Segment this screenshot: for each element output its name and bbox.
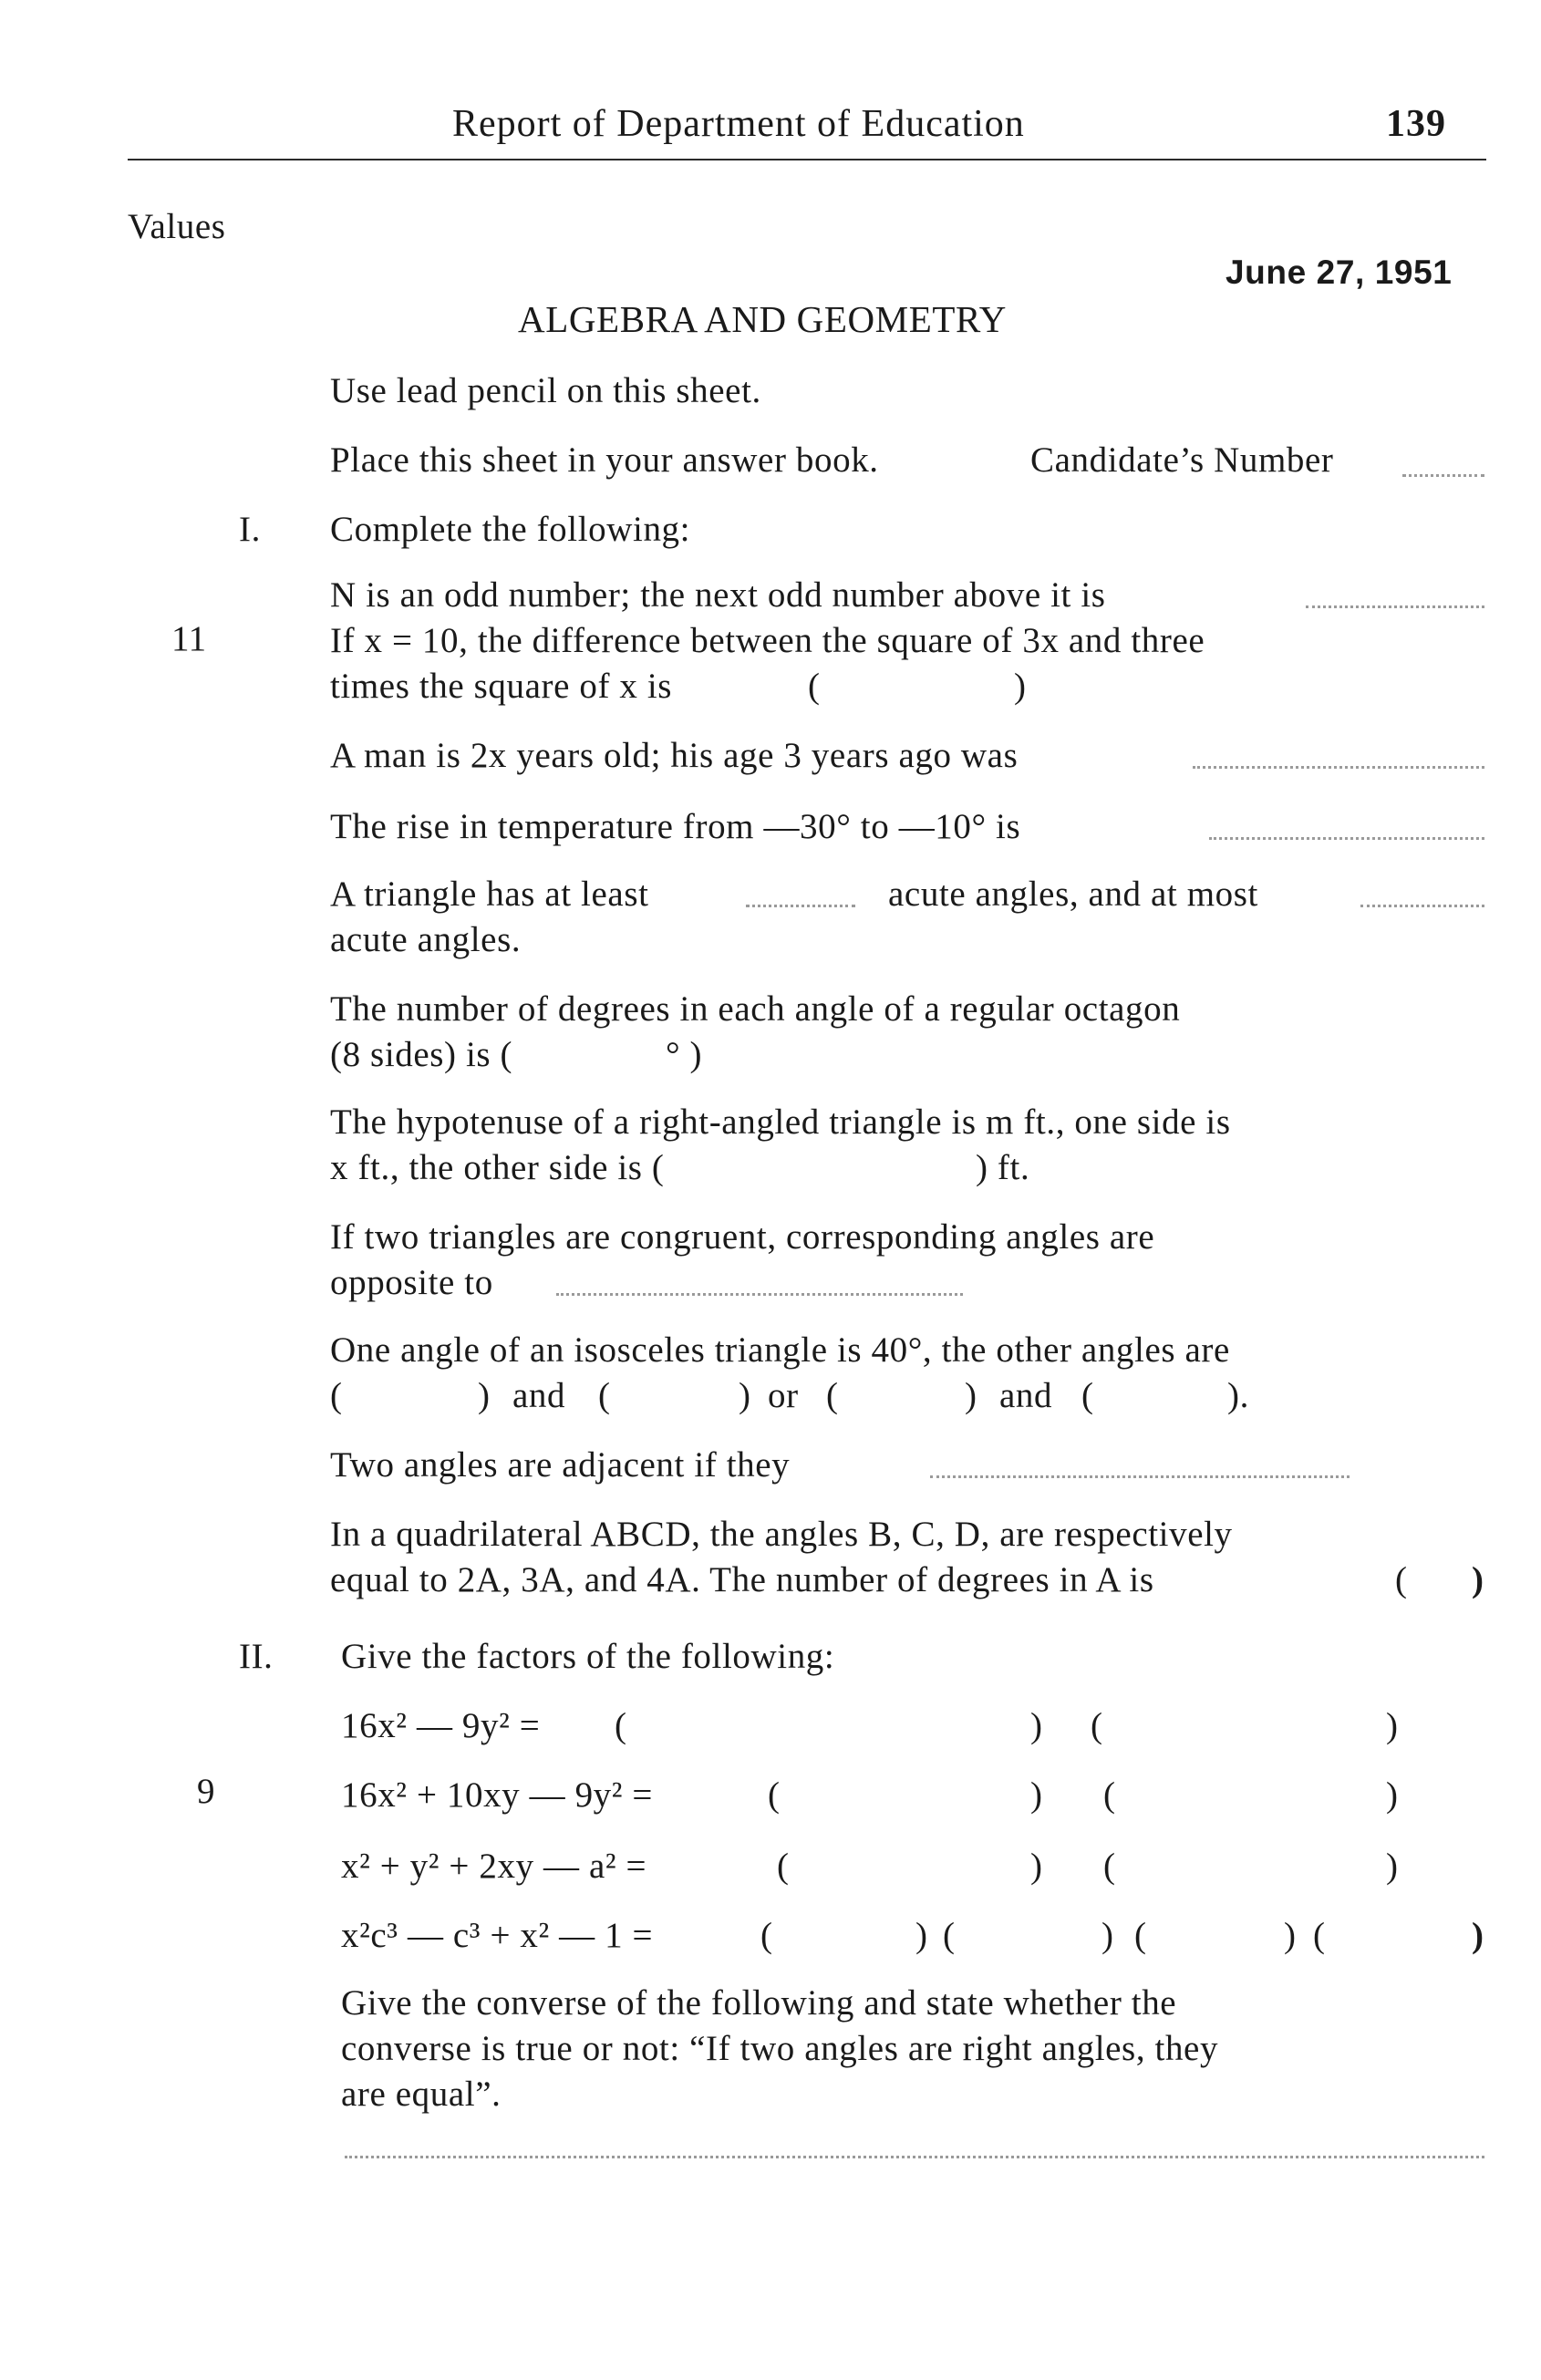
answer-blank-age[interactable] [1193, 766, 1484, 769]
question-hypotenuse-line2-b: ) ft. [976, 1148, 1030, 1187]
instruction-pencil: Use lead pencil on this sheet. [330, 371, 761, 410]
paren-open: ( [1081, 1376, 1094, 1415]
answer-blank-odd-number[interactable] [1306, 605, 1484, 608]
paren-open: ( [330, 1376, 343, 1415]
part1-heading: Complete the following: [330, 510, 691, 549]
exam-date: June 27, 1951 [1226, 254, 1453, 291]
converse-line1: Give the converse of the following and state whether the [341, 1983, 1177, 2023]
paren-open: ( [615, 1706, 627, 1745]
instruction-answer-book: Place this sheet in your answer book. [330, 440, 879, 480]
question-quadrilateral-line1: In a quadrilateral ABCD, the angles B, C, D, are respectively [330, 1515, 1233, 1554]
factor-expr-4: x²c³ — c³ + x² — 1 = [341, 1916, 654, 1955]
converse-line2: converse is true or not: “If two angles are right angles, they [341, 2029, 1219, 2068]
candidate-number-blank[interactable] [1402, 474, 1484, 477]
word-and: and [512, 1376, 566, 1415]
paren-open: ( [1313, 1916, 1326, 1955]
question-quadrilateral-line2: equal to 2A, 3A, and 4A. The number of degrees in A is [330, 1560, 1154, 1599]
paren-close: ) [915, 1916, 928, 1955]
paren-close: ) [1014, 667, 1027, 706]
question-octagon-line2-b: ° ) [666, 1035, 703, 1074]
question-odd-number: N is an odd number; the next odd number above it is [330, 575, 1106, 615]
question-isosceles-line1: One angle of an isosceles triangle is 40°, the other angles are [330, 1330, 1230, 1370]
paren-open: ( [1134, 1916, 1147, 1955]
answer-blank-temperature[interactable] [1209, 837, 1484, 840]
paren-close: ) [478, 1376, 491, 1415]
value-part1: 11 [171, 619, 207, 658]
paren-open: ( [768, 1775, 781, 1815]
converse-line3: are equal”. [341, 2075, 502, 2114]
value-part2: 9 [197, 1772, 216, 1811]
question-temperature: The rise in temperature from —30° to —10° is [330, 807, 1021, 846]
paren-open: ( [943, 1916, 956, 1955]
paren-open: ( [598, 1376, 611, 1415]
question-congruent-line1: If two triangles are congruent, corresponding angles are [330, 1217, 1155, 1257]
question-age: A man is 2x years old; his age 3 years ago was [330, 736, 1019, 775]
paren-open: ( [777, 1847, 790, 1886]
question-hypotenuse-line2-a: x ft., the other side is ( [330, 1148, 665, 1187]
question-hypotenuse-line1: The hypotenuse of a right-angled triangle is m ft., one side is [330, 1102, 1231, 1142]
paren-open: ( [1395, 1560, 1408, 1599]
paren-open: ( [1103, 1847, 1116, 1886]
question-adjacent: Two angles are adjacent if they [330, 1445, 791, 1485]
page-number: 139 [1386, 103, 1446, 145]
question-difference-line1: If x = 10, the difference between the square of 3x and three [330, 621, 1205, 660]
paren-close: ) [965, 1376, 977, 1415]
paren-close: ) [1030, 1847, 1043, 1886]
factor-expr-1: 16x² — 9y² = [341, 1706, 541, 1745]
question-triangle-acute-line2: acute angles. [330, 920, 522, 959]
question-octagon-line1: The number of degrees in each angle of a regular octagon [330, 989, 1181, 1029]
paren-open: ( [826, 1376, 839, 1415]
header-rule [128, 159, 1486, 160]
running-header: Report of Department of Education [452, 103, 1025, 145]
paren-close: ) [1472, 1560, 1484, 1599]
part2-heading: Give the factors of the following: [341, 1637, 835, 1676]
paren-close: ) [1386, 1706, 1399, 1745]
answer-blank-least[interactable] [746, 905, 855, 907]
factor-expr-2: 16x² + 10xy — 9y² = [341, 1775, 654, 1815]
question-congruent-line2: opposite to [330, 1263, 493, 1302]
answer-blank-converse[interactable] [345, 2156, 1484, 2158]
paren-close: ) [739, 1376, 751, 1415]
values-label: Values [128, 207, 226, 246]
question-difference-line2: times the square of x is [330, 667, 673, 706]
candidate-number-label: Candidate’s Number [1030, 440, 1334, 480]
paren-close: ) [1030, 1706, 1043, 1745]
question-octagon-line2-a: (8 sides) is ( [330, 1035, 513, 1074]
paren-close: ) [1030, 1775, 1043, 1815]
paren-open: ( [808, 667, 821, 706]
paren-close: ) [1386, 1847, 1399, 1886]
question-triangle-acute-b: acute angles, and at most [888, 874, 1258, 914]
paren-close-period: ). [1227, 1376, 1249, 1415]
paren-open: ( [1103, 1775, 1116, 1815]
paren-close: ) [1472, 1916, 1484, 1955]
exam-title: ALGEBRA AND GEOMETRY [518, 298, 1007, 340]
paren-open: ( [760, 1916, 773, 1955]
part2-numeral: II. [239, 1637, 274, 1676]
answer-blank-most[interactable] [1360, 905, 1484, 907]
paren-close: ) [1101, 1916, 1114, 1955]
paren-close: ) [1386, 1775, 1399, 1815]
question-triangle-acute-a: A triangle has at least [330, 874, 649, 914]
answer-blank-congruent[interactable] [556, 1293, 963, 1296]
paren-close: ) [1284, 1916, 1297, 1955]
paren-open: ( [1091, 1706, 1103, 1745]
word-or: or [768, 1376, 799, 1415]
part1-numeral: I. [239, 510, 261, 549]
factor-expr-3: x² + y² + 2xy — a² = [341, 1847, 647, 1886]
answer-blank-adjacent[interactable] [930, 1475, 1350, 1478]
word-and: and [999, 1376, 1053, 1415]
